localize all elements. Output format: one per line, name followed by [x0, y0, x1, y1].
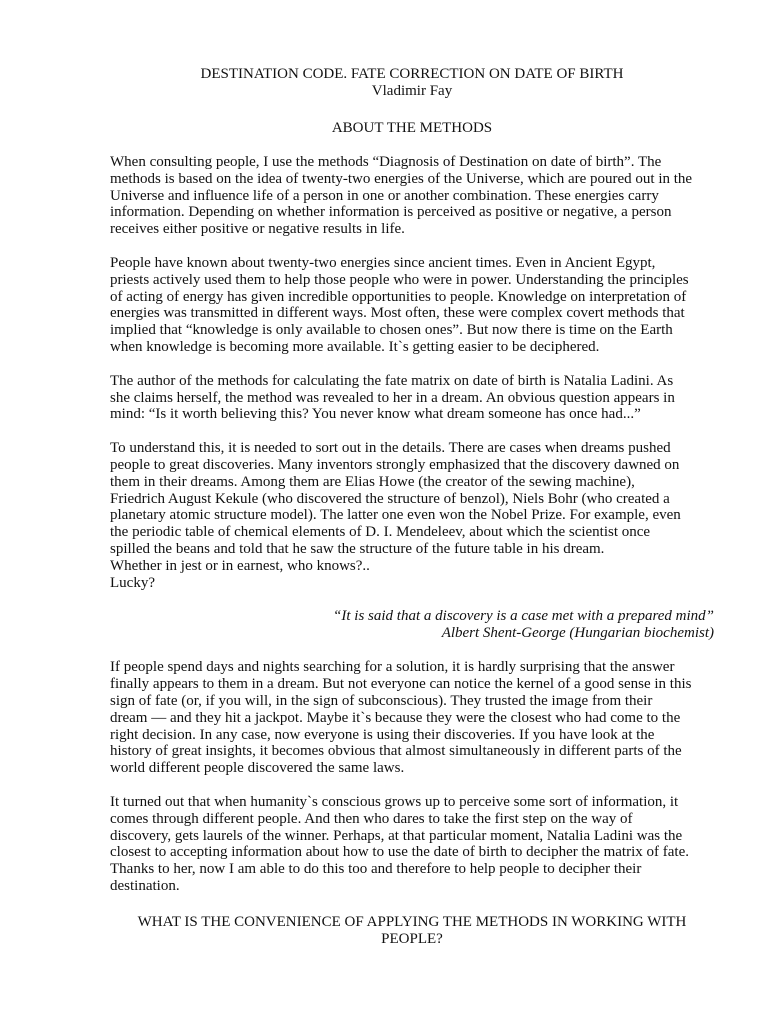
quote-block	[110, 608, 714, 642]
paragraph-line: when knowledge is becoming more available. It`s getting easier to be deciphered.	[110, 338, 600, 355]
document-title: DESTINATION CODE. FATE CORRECTION ON DATE OF BIRTH	[200, 66, 624, 82]
paragraph-line: finally appears to them in a dream. But not everyone can notice the kernel of a good sense in this	[110, 676, 692, 693]
paragraph-line: receives either positive or negative results in life.	[110, 221, 405, 238]
paragraph-line: closest to accepting information about how to use the date of birth to decipher the matrix of fate.	[110, 844, 689, 861]
paragraph-line: Thanks to her, now I am able to do this too and therefore to help people to decipher their	[110, 861, 642, 878]
heading-line: PEOPLE?	[381, 930, 443, 947]
paragraph-line: history of great insights, it becomes obvious that almost simultaneously in different parts of the	[110, 743, 682, 760]
paragraph-line: comes through different people. And then who dares to take the first step on the way of	[110, 810, 633, 827]
paragraph-6	[110, 794, 714, 895]
document-header	[110, 66, 714, 137]
paragraph-line: To understand this, it is needed to sort out in the details. There are cases when dreams pushed	[110, 440, 671, 457]
paragraph-line: planetary atomic structure model). The latter one even won the Nobel Prize. For example, even	[110, 507, 681, 524]
paragraph-line: of acting of energy has given incredible opportunities to people. Knowledge on interpretation of	[110, 288, 687, 305]
paragraph-line: world different people discovered the same laws.	[110, 760, 405, 777]
paragraph-line: right decision. In any case, now everyone is using their discoveries. If you have look at the	[110, 726, 655, 743]
paragraph-2	[110, 255, 714, 356]
paragraph-line: priests actively used them to help those people who were in power. Understanding the principles	[110, 271, 689, 288]
document-author: Vladimir Fay	[371, 83, 453, 99]
paragraph-line: When consulting people, I use the methods “Diagnosis of Destination on date of birth”. The	[110, 154, 662, 170]
paragraph-line: methods is based on the idea of twenty-two energies of the Universe, which are poured out in the	[110, 170, 693, 187]
paragraph-line: Whether in jest or in earnest, who knows?..	[110, 557, 370, 574]
quote-attribution: Albert Shent-George (Hungarian biochemist)	[441, 625, 714, 642]
paragraph-line: the periodic table of chemical elements of D. I. Mendeleev, about which the scientist once	[110, 524, 651, 541]
paragraph-line: People have known about twenty-two energies since ancient times. Even in Ancient Egypt,	[110, 254, 656, 271]
paragraph-line: energies was transmitted in different ways. Most often, these were complex covert methods that	[110, 305, 685, 322]
paragraph-line: The author of the methods for calculating the fate matrix on date of birth is Natalia Ladini. As	[110, 372, 674, 389]
body-before-quote	[110, 154, 714, 591]
quote-text: “It is said that a discovery is a case met with a prepared mind”	[333, 608, 714, 625]
paragraph-line: them in their dreams. Among them are Elias Howe (the creator of the sewing machine),	[110, 473, 635, 490]
paragraph-line: It turned out that when humanity`s conscious grows up to perceive some sort of information, it	[110, 793, 679, 810]
paragraph-line: implied that “knowledge is only available to chosen ones”. But now there is time on the Earth	[110, 322, 673, 339]
paragraph-4	[110, 440, 714, 591]
convenience-heading	[110, 914, 714, 948]
paragraph-line: destination.	[110, 877, 180, 894]
heading-line: WHAT IS THE CONVENIENCE OF APPLYING THE METHODS IN WORKING WITH	[137, 913, 687, 930]
paragraph-line: people to great discoveries. Many inventors strongly emphasized that the discovery dawned on	[110, 456, 680, 473]
paragraph-line: discovery, gets laurels of the winner. Perhaps, at that particular moment, Natalia Ladini was the	[110, 827, 683, 844]
paragraph-5	[110, 659, 714, 777]
paragraph-line: Friedrich August Kekule (who discovered the structure of benzol), Niels Bohr (who created a	[110, 490, 670, 507]
paragraph-3	[110, 373, 714, 423]
body-after-quote	[110, 659, 714, 894]
paragraph-line: she claims herself, the method was revealed to her in a dream. An obvious question appears in	[110, 389, 675, 406]
paragraph-line: If people spend days and nights searching for a solution, it is hardly surprising that the answer	[110, 659, 675, 676]
paragraph-line: Lucky?	[110, 574, 155, 591]
paragraph-line: dream — and they hit a jackpot. Maybe it`s because they were the closest who had come to the	[110, 709, 681, 726]
paragraph-line: information. Depending on whether information is perceived as positive or negative, a person	[110, 204, 672, 221]
paragraph-line: mind: “Is it worth believing this? You never know what dream someone has once had...”	[110, 406, 641, 423]
section-heading: ABOUT THE METHODS	[331, 120, 493, 136]
paragraph-1	[110, 154, 714, 238]
paragraph-line: sign of fate (or, if you will, in the sign of subconscious). They trusted the image from their	[110, 692, 653, 709]
paragraph-line: Universe and influence life of a person in one or another combination. These energies carry	[110, 187, 659, 204]
paragraph-line: spilled the beans and told that he saw the structure of the future table in his dream.	[110, 540, 605, 557]
